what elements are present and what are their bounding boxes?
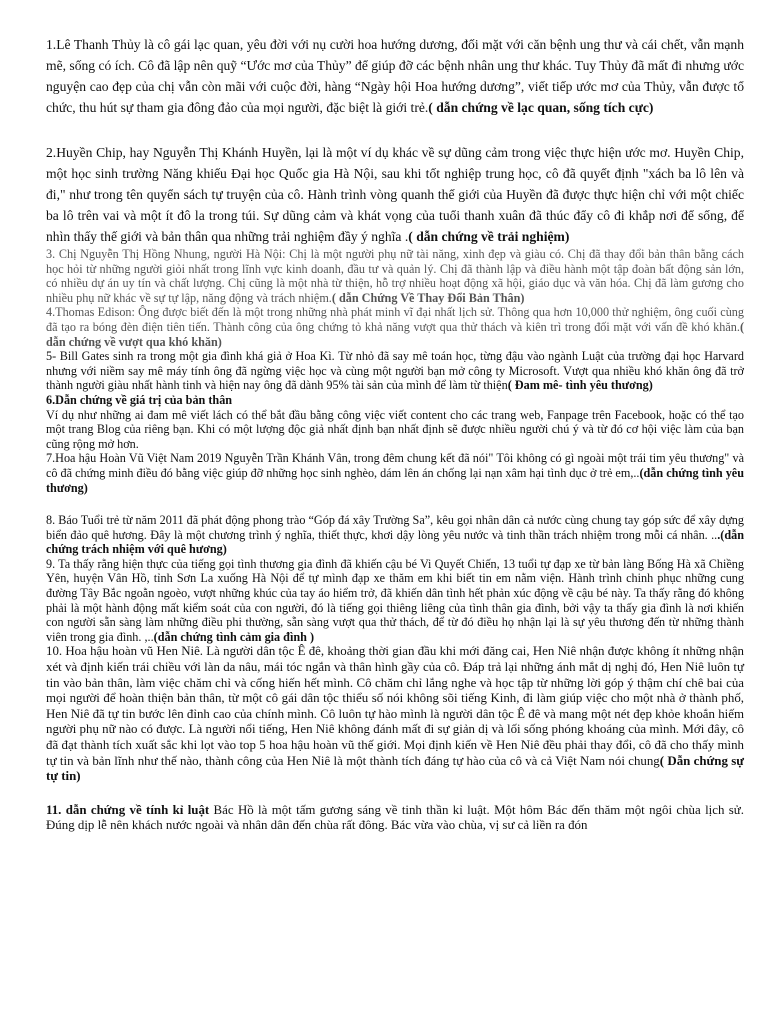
paragraph-heading: 6.Dẫn chứng về giá trị của bản thân <box>46 392 233 407</box>
paragraph-text: 10. Hoa hậu hoàn vũ Hen Niê. Là người dân tộc Ê đê, khoảng thời gian đầu khi mới đăng cai, Hen Niê nhận được không ít những nhận xét và định kiến trái chiều với làn da nâu, mái tóc ngắn và thân hình gầy của cô. Đáp trả lại những ánh mắt dị nghị đó, Hen Niê luôn tự tin vào bản thân, làm việc chăm chỉ và cống hiến hết mình. Cô chăm chỉ lắng nghe và học tập từ những lời góp ý thậm chí chê bai của mọi người để hoàn thiện bản thân, từ một cô gái dân tộc thiểu số nói không sõi tiếng Kinh, đi làm giúp việc cho một nhà ở thành phố, Hen Niê đã tự tin bước lên đỉnh cao của chính mình. Cô luôn tự hào mình là người dân tộc Ê đê và mang một nét đẹp khỏe khoắn hiếm người phụ nữ nào có được. Là người nổi tiếng, Hen Niê không đánh mất đi sự giản dị và lối sống phóng khoáng của mình. Mới đây, cô đã đạt thành tích xuất sắc khi lọt vào top 5 hoa hậu hoàn vũ thế giới. Mọi định kiến về Hen Niê đều phải thay đổi, cô đã cho thấy mình tự tin và bản lĩnh như thế nào, thành công của Hen Niê là một thành tích đáng tự hào của cô và cả Việt Nam nói chung <box>46 644 744 768</box>
paragraph-6 <box>46 393 744 451</box>
evidence-label: ( dẫn Chứng Về Thay Đổi Bản Thân) <box>331 290 525 305</box>
paragraph-text: 9. Ta thấy rằng hiện thực của tiếng gọi tình thương gia đình đã khiến cậu bé Vi Quyết Chiến, 13 tuổi tự đạp xe từ bản làng Bống Hà xã Chiềng Yên, huyện Vân Hồ, tỉnh Sơn La xuống Hà Nội để tự mình đạp xe thăm em khi biết tin em nằm viện. Hành trình chinh phục những cung đường Tây Bắc ngoằn ngoèo, vượt những khúc của tay áo hiểm trở, đã khiến dân tình hết phản xúc động về cậu bé này. Ta thấy rằng đó không phải là một hành động mất kiểm soát của con người, đó là tiếng gọi thiêng liêng của tình thân gia đình, bởi vậy ta thấy gia đình là nơi khiến con người sẵn sàng làm những điều phi thường, sẵn sàng vượt qua thử thách, để từ đó điều họ nhận lại là sự yêu thương đến từ những thành viên trong gia đình. ,.. <box>46 556 744 644</box>
evidence-label: ( Dẫn chứng sự tự tin) <box>46 753 744 784</box>
paragraph-1 <box>46 34 744 118</box>
paragraph-text: Bác Hồ là một tấm gương sáng về tinh thần kỉ luật. Một hôm Bác đến thăm một ngôi chùa lịch sử. Đúng dịp lễ nên khách nước ngoài và nhân dân đến chùa rất đông. Bác vừa vào chùa, vị sư cả liền ra đón <box>46 802 744 833</box>
evidence-label: ( Đam mê- tình yêu thương) <box>507 378 653 393</box>
evidence-label: ( dẫn chứng về vượt qua khó khăn) <box>46 319 744 349</box>
paragraph-text: 7.Hoa hậu Hoàn Vũ Việt Nam 2019 Nguyễn Trần Khánh Vân, trong đêm chung kết đã nói" Tôi không có gì ngoài một trái tim yêu thương" và cô đã chứng minh điều đó bằng việc giúp đỡ những học sinh nghèo, dám lên án chống lại nạn xâm hại tình dục ở trẻ em,.. <box>46 451 744 480</box>
evidence-label: (dẫn chứng tình cảm gia đình ) <box>153 629 315 644</box>
paragraph-text: Ví dụ như những ai đam mê viết lách có thể bắt đầu bằng công việc viết content cho các trang web, Fanpage trên Facebook, hoặc có thể tạo một trang Blog của riêng bạn. Khi có một lượng độc giả nhất định bạn nhất định sẽ được nhiều người chú ý và từ đó cơ hội việc làm của bạn cũng rộng mở hơn. <box>46 407 744 451</box>
paragraph-text: 4.Thomas Edison: Ông được biết đến là một trong những nhà phát minh vĩ đại nhất lịch sử. Thông qua hơn 10,000 thử nghiệm, ông cuối cùng đã tạo ra bóng đèn điện tiên tiến. Thành công của ông chứng tỏ khả năng vượt qua thử thách và kiên trì trong đối mặt với vấn đề khó khăn. <box>46 305 744 334</box>
paragraph-2 <box>46 142 744 247</box>
paragraph-4 <box>46 305 744 349</box>
paragraph-9 <box>46 557 744 645</box>
paragraph-3 <box>46 247 744 305</box>
paragraph-7 <box>46 451 744 495</box>
paragraph-10 <box>46 644 744 784</box>
evidence-label: ( dẫn chứng về trải nghiệm) <box>408 229 570 244</box>
paragraph-heading: 11. dẫn chứng về tính kỉ luật <box>46 802 210 817</box>
evidence-label: .(dẫn chứng trách nhiệm với quê hương) <box>46 527 744 557</box>
paragraph-text: 8. Báo Tuổi trẻ từ năm 2011 đã phát động phong trào “Góp đá xây Trường Sa”, kêu gọi nhân dân cả nước cùng chung tay góp sức để xây dựng biển đảo quê hương. Đây là một chương trình ý nghĩa, thiết thực, khơi dậy lòng yêu nước và tinh thần trách nhiệm trong mỗi cá nhân. .. <box>46 513 744 542</box>
paragraph-8 <box>46 513 744 557</box>
paragraph-text: 3. Chị Nguyễn Thị Hồng Nhung, người Hà Nội: Chị là một người phụ nữ tài năng, xinh đẹp và giàu có. Chị đã thay đổi bản thân bằng cách học hỏi từ những người giỏi nhất trong lĩnh vực kinh doanh, đầu tư và quản lý. Chị đã thành lập và điều hành một tập đoàn bất động sản lớn, có nhiều dự án uy tín và chất lượng. Chị cũng là một nhà từ thiện, hỗ trợ nhiều hoạt động xã hội, giáo dục và văn hóa. Chị đã làm gương cho nhiều phụ nữ khác về sự tự lập, năng động và trách nhiệm. <box>46 247 744 305</box>
evidence-label: (dẫn chứng tình yêu thương) <box>46 465 744 495</box>
paragraph-5 <box>46 349 744 393</box>
paragraph-text: 2.Huyền Chip, hay Nguyễn Thị Khánh Huyền, lại là một ví dụ khác về sự dũng cảm trong việc thực hiện ước mơ. Huyền Chip, một học sinh trường Năng khiếu Đại học Quốc gia Hà Nội, sau khi tốt nghiệp trung học, cô đã quyết định "xách ba lô lên và đi," như trong tên quyển sách tự truyện của cô. Hành trình vòng quanh thế giới của Huyền đã được thực hiện chỉ với một chiếc ba lô trên vai và một ít đô la trong túi. Sự dũng cảm và khát vọng của tuổi thanh xuân đã thúc đẩy cô đi khắp nơi để sống, để nhìn thấy thế giới và bản thân qua những trải nghiệm đầy ý nghĩa . <box>46 145 744 244</box>
evidence-label: ( dẫn chứng về lạc quan, sống tích cực) <box>428 100 654 115</box>
paragraph-text: 1.Lê Thanh Thủy là cô gái lạc quan, yêu đời với nụ cười hoa hướng dương, đối mặt với căn bệnh ung thư và cái chết, vẫn mạnh mẽ, sống có ích. Cô đã lập nên quỹ “Ước mơ của Thủy” để giúp đỡ các bệnh nhân ung thư khác. Tuy Thủy đã mất đi nhưng ước nguyện cao đẹp của chị vẫn còn mãi với cuộc đời, hàng “Ngày hội Hoa hướng dương”, viết tiếp ước mơ của Thủy, vẫn được tổ chức, thu hút sự tham gia đông đảo của mọi người, đặc biệt là giới trẻ. <box>46 37 744 115</box>
paragraph-text: 5- Bill Gates sinh ra trong một gia đình khá giả ở Hoa Kì. Từ nhỏ đã say mê toán học, từng đậu vào ngành Luật của trường đại học Harvard nhưng với niềm say mê máy tính ông đã ngừng việc học và cùng một người bạn mở công ty Microsoft. Vượt qua nhiều khó khăn ông đã trở thành người giàu nhất hành tinh và hiện nay ông đã dành 95% tài sản của mình để làm từ thiện <box>46 349 744 393</box>
paragraph-11 <box>46 803 744 834</box>
